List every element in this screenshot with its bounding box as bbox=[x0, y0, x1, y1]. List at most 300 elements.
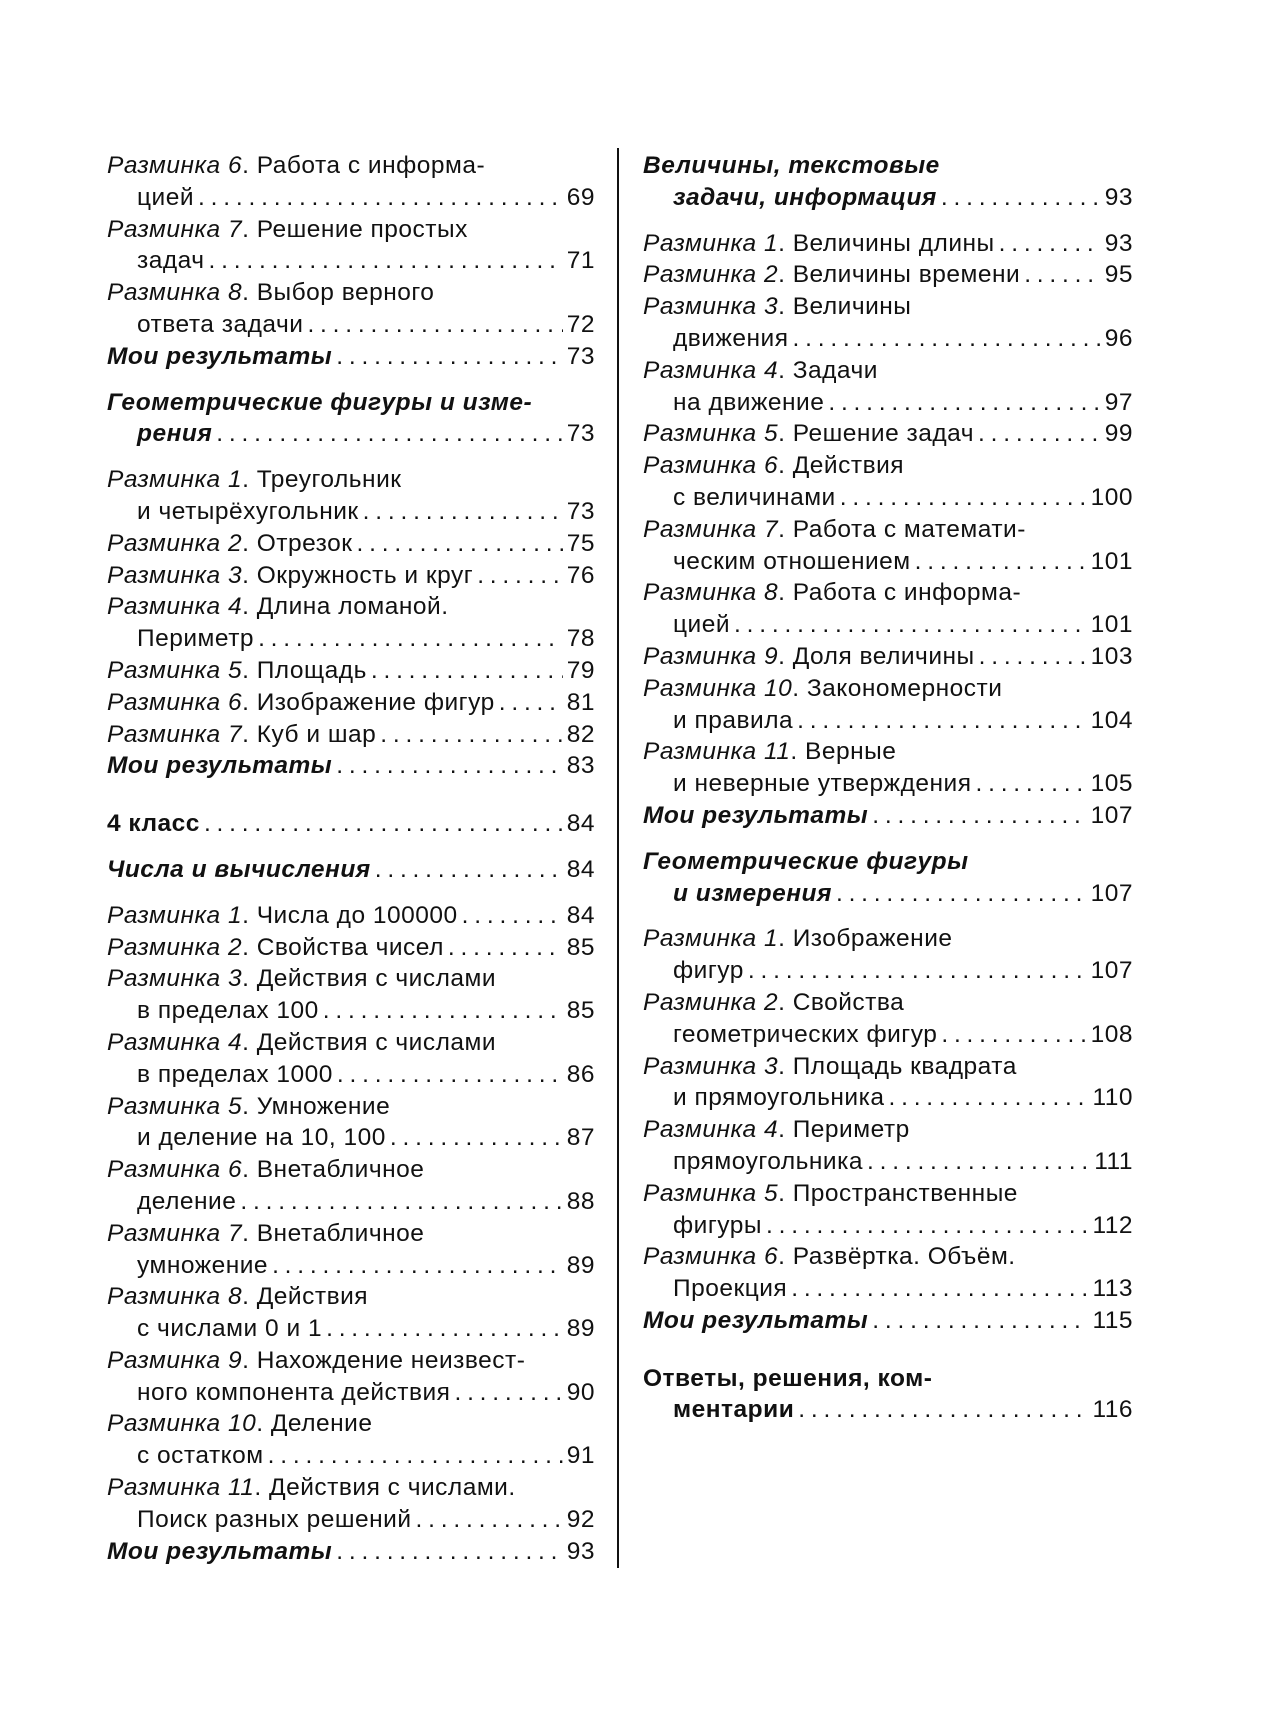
toc-section-heading[interactable] bbox=[643, 878, 1133, 910]
dot-leader bbox=[1024, 259, 1101, 291]
toc-entry-continuation[interactable] bbox=[107, 1059, 595, 1091]
toc-entry[interactable] bbox=[107, 963, 595, 995]
toc-page-number: 88 bbox=[566, 1187, 595, 1215]
toc-entry-continuation[interactable] bbox=[643, 1273, 1133, 1305]
dot-leader bbox=[867, 1146, 1090, 1178]
toc-warmup-number: Разминка 4 bbox=[107, 1028, 243, 1056]
toc-warmup-number: Разминка 7 bbox=[107, 720, 243, 748]
toc-entry-continuation[interactable] bbox=[107, 1377, 595, 1409]
toc-page-number: 78 bbox=[566, 625, 595, 653]
toc-page-number: 107 bbox=[1090, 801, 1133, 829]
toc-entry-label bbox=[643, 923, 953, 955]
dot-leader bbox=[307, 309, 562, 341]
toc-page-number: 93 bbox=[1104, 183, 1133, 211]
toc-page-number: 73 bbox=[566, 497, 595, 525]
toc-section-heading[interactable] bbox=[643, 1305, 1133, 1337]
toc-section-heading[interactable] bbox=[107, 387, 595, 419]
toc-entry[interactable] bbox=[107, 1218, 595, 1250]
toc-entry-label bbox=[673, 1019, 937, 1051]
toc-entry[interactable] bbox=[643, 673, 1133, 705]
dot-leader bbox=[941, 1019, 1086, 1051]
toc-entry-title: . Величины времени bbox=[778, 261, 1021, 289]
toc-entry-title: . Внетабличное bbox=[242, 1156, 425, 1184]
toc-entry[interactable] bbox=[643, 291, 1133, 323]
toc-entry-label bbox=[673, 955, 744, 987]
toc-page-number: 103 bbox=[1090, 642, 1133, 670]
toc-entry-continuation[interactable] bbox=[643, 387, 1133, 419]
toc-entry-label bbox=[107, 719, 376, 751]
toc-section-heading[interactable] bbox=[107, 854, 595, 886]
toc-entry-continuation[interactable] bbox=[643, 546, 1133, 578]
dot-leader bbox=[204, 808, 563, 840]
toc-entry[interactable] bbox=[107, 1091, 595, 1123]
toc-entry-continuation[interactable] bbox=[107, 182, 595, 214]
toc-entry-continuation[interactable] bbox=[643, 1210, 1133, 1242]
toc-entry-continuation[interactable] bbox=[643, 1082, 1133, 1114]
toc-entry-title: . Площадь bbox=[242, 656, 367, 684]
toc-entry-label bbox=[643, 259, 1020, 291]
toc-page-number: 116 bbox=[1092, 1396, 1133, 1424]
toc-entry-title: Мои результаты bbox=[643, 1306, 869, 1334]
toc-section-heading[interactable] bbox=[643, 150, 1133, 182]
toc-warmup-number: Разминка 8 bbox=[107, 1283, 243, 1311]
toc-entry-label bbox=[107, 1218, 424, 1250]
toc-warmup-number: Разминка 3 bbox=[643, 293, 779, 321]
toc-entry-label bbox=[643, 800, 868, 832]
toc-entry-label bbox=[673, 482, 836, 514]
toc-entry-continuation[interactable] bbox=[107, 1504, 595, 1536]
toc-right-column bbox=[643, 150, 1133, 1426]
toc-page-number: 73 bbox=[566, 420, 595, 448]
toc-page-number: 99 bbox=[1104, 420, 1133, 448]
dot-leader bbox=[240, 1186, 562, 1218]
toc-entry-title: . Площадь квадрата bbox=[778, 1052, 1017, 1080]
toc-entry-continuation[interactable] bbox=[643, 482, 1133, 514]
toc-entry[interactable] bbox=[643, 736, 1133, 768]
toc-entry-title: Геометрические фигуры и изме- bbox=[107, 388, 533, 416]
toc-entry-label bbox=[107, 750, 332, 782]
toc-entry-label bbox=[107, 1536, 332, 1568]
toc-entry-title: с остатком bbox=[137, 1442, 264, 1470]
toc-entry-title: . Действия с числами bbox=[242, 1028, 497, 1056]
dot-leader bbox=[748, 955, 1087, 987]
toc-entry[interactable] bbox=[643, 418, 1133, 450]
toc-entry-label bbox=[643, 355, 878, 387]
toc-entry-title: . Действия bbox=[242, 1283, 369, 1311]
toc-entry-continuation[interactable] bbox=[643, 1146, 1133, 1178]
toc-entry-title: в пределах 1000 bbox=[137, 1060, 333, 1088]
toc-entry-label bbox=[673, 323, 789, 355]
toc-entry-title: Мои результаты bbox=[107, 342, 333, 370]
dot-leader bbox=[272, 1250, 563, 1282]
toc-entry-title: с величинами bbox=[673, 483, 836, 511]
toc-entry[interactable] bbox=[643, 355, 1133, 387]
toc-entry-label bbox=[137, 1313, 322, 1345]
toc-warmup-number: Разминка 5 bbox=[107, 656, 243, 684]
toc-entry-label bbox=[673, 705, 793, 737]
toc-entry-title: . Отрезок bbox=[242, 529, 353, 557]
dot-leader bbox=[336, 1536, 563, 1568]
section-spacer bbox=[107, 840, 595, 854]
toc-entry[interactable] bbox=[643, 1051, 1133, 1083]
toc-entry[interactable] bbox=[643, 923, 1133, 955]
toc-entry-label bbox=[673, 1082, 884, 1114]
toc-entry-title: Поиск разных решений bbox=[137, 1505, 412, 1533]
toc-page-number: 81 bbox=[566, 688, 595, 716]
toc-entry[interactable] bbox=[107, 464, 595, 496]
toc-page-number: 76 bbox=[566, 561, 595, 589]
toc-entry-label bbox=[137, 245, 205, 277]
toc-page-number: 101 bbox=[1090, 547, 1133, 575]
toc-page-number: 93 bbox=[1104, 229, 1133, 257]
toc-entry-title: . Работа с информа- bbox=[778, 579, 1022, 607]
dot-leader bbox=[791, 1273, 1088, 1305]
toc-entry[interactable] bbox=[107, 719, 595, 751]
toc-entry[interactable] bbox=[107, 214, 595, 246]
toc-page-number: 86 bbox=[566, 1060, 595, 1088]
toc-entry[interactable] bbox=[643, 1241, 1133, 1273]
dot-leader bbox=[941, 182, 1101, 214]
toc-entry[interactable] bbox=[643, 228, 1133, 260]
toc-entry-label bbox=[673, 768, 971, 800]
toc-entry-label bbox=[643, 987, 904, 1019]
toc-section-heading[interactable] bbox=[107, 808, 595, 840]
dot-leader bbox=[357, 528, 563, 560]
toc-entry-title: . Развёртка. Объём. bbox=[778, 1243, 1016, 1271]
toc-page-number: 104 bbox=[1090, 706, 1133, 734]
toc-entry-continuation[interactable] bbox=[107, 1313, 595, 1345]
toc-page-number: 84 bbox=[566, 855, 595, 883]
toc-page-number: 84 bbox=[566, 901, 595, 929]
toc-entry-label bbox=[643, 450, 904, 482]
toc-page-number: 108 bbox=[1090, 1020, 1133, 1048]
toc-entry-label bbox=[643, 846, 969, 878]
dot-leader bbox=[734, 609, 1087, 641]
dot-leader bbox=[375, 854, 563, 886]
toc-entry-label bbox=[137, 182, 194, 214]
toc-entry-continuation[interactable] bbox=[643, 323, 1133, 355]
section-spacer bbox=[643, 909, 1133, 923]
toc-entry-label bbox=[107, 214, 468, 246]
toc-entry[interactable] bbox=[107, 1472, 595, 1504]
toc-entry-title: . Действия с числами. bbox=[254, 1474, 516, 1502]
toc-entry-label bbox=[137, 1440, 264, 1472]
toc-entry-label bbox=[137, 1504, 412, 1536]
toc-entry-label bbox=[643, 418, 974, 450]
toc-entry-label bbox=[107, 1281, 368, 1313]
toc-entry-continuation[interactable] bbox=[107, 309, 595, 341]
toc-entry-title: . Изображение фигур bbox=[242, 688, 495, 716]
toc-entry-title: . Величины длины bbox=[778, 229, 995, 257]
toc-entry-title: 4 класс bbox=[107, 810, 200, 838]
toc-entry[interactable] bbox=[643, 450, 1133, 482]
toc-entry-title: геометрических фигур bbox=[673, 1020, 938, 1048]
toc-entry-label bbox=[107, 900, 458, 932]
toc-entry-continuation[interactable] bbox=[643, 955, 1133, 987]
toc-entry-label bbox=[107, 1091, 390, 1123]
toc-warmup-number: Разминка 2 bbox=[107, 933, 243, 961]
toc-entry-label bbox=[137, 1059, 333, 1091]
toc-entry-title: . Свойства чисел bbox=[242, 933, 444, 961]
toc-entry[interactable] bbox=[107, 1408, 595, 1440]
dot-leader bbox=[258, 623, 563, 655]
toc-entry-title: . Изображение bbox=[778, 925, 953, 953]
toc-entry[interactable] bbox=[643, 259, 1133, 291]
toc-page-number: 107 bbox=[1090, 879, 1133, 907]
toc-entry-label bbox=[137, 623, 254, 655]
section-spacer bbox=[107, 782, 595, 808]
toc-entry-label bbox=[643, 1241, 1016, 1273]
toc-entry-continuation[interactable] bbox=[107, 1122, 595, 1154]
toc-entry-continuation[interactable] bbox=[107, 1440, 595, 1472]
toc-entry-title: умножение bbox=[137, 1251, 269, 1279]
toc-entry-title: цией bbox=[137, 183, 195, 211]
toc-entry-continuation[interactable] bbox=[107, 245, 595, 277]
dot-leader bbox=[978, 418, 1101, 450]
toc-entry-title: . Пространственные bbox=[778, 1179, 1018, 1207]
toc-entry[interactable] bbox=[643, 1178, 1133, 1210]
toc-entry-title: цией bbox=[673, 611, 731, 639]
toc-entry[interactable] bbox=[107, 1154, 595, 1186]
toc-section-heading[interactable] bbox=[643, 182, 1133, 214]
dot-leader bbox=[216, 418, 562, 450]
toc-entry-continuation[interactable] bbox=[107, 496, 595, 528]
toc-entry-label bbox=[137, 1250, 268, 1282]
toc-warmup-number: Разминка 1 bbox=[107, 466, 243, 494]
toc-entry-label bbox=[107, 560, 473, 592]
toc-warmup-number: Разминка 4 bbox=[107, 593, 243, 621]
toc-page-number: 87 bbox=[566, 1124, 595, 1152]
toc-entry[interactable] bbox=[107, 687, 595, 719]
dot-leader bbox=[416, 1504, 563, 1536]
toc-warmup-number: Разминка 7 bbox=[643, 515, 779, 543]
toc-entry-continuation[interactable] bbox=[643, 768, 1133, 800]
toc-page-number: 93 bbox=[566, 1537, 595, 1565]
toc-entry-title: . Выбор верного bbox=[242, 279, 435, 307]
toc-warmup-number: Разминка 2 bbox=[643, 261, 779, 289]
toc-entry[interactable] bbox=[643, 641, 1133, 673]
toc-section-heading[interactable] bbox=[107, 418, 595, 450]
toc-section-heading[interactable] bbox=[643, 1363, 1133, 1395]
toc-section-heading[interactable] bbox=[107, 341, 595, 373]
toc-section-heading[interactable] bbox=[643, 1394, 1133, 1426]
section-spacer bbox=[107, 373, 595, 387]
toc-entry-title: . Закономерности bbox=[792, 674, 1003, 702]
toc-entry[interactable] bbox=[107, 528, 595, 560]
toc-entry[interactable] bbox=[643, 1114, 1133, 1146]
toc-entry-continuation[interactable] bbox=[643, 705, 1133, 737]
toc-entry-title: Геометрические фигуры bbox=[643, 847, 969, 875]
toc-entry-title: и прямоугольника bbox=[673, 1084, 885, 1112]
toc-entry-label bbox=[137, 1122, 386, 1154]
toc-entry-title: фигур bbox=[673, 957, 744, 985]
dot-leader bbox=[477, 560, 563, 592]
toc-entry-continuation[interactable] bbox=[643, 609, 1133, 641]
dot-leader bbox=[371, 655, 563, 687]
toc-warmup-number: Разминка 1 bbox=[643, 229, 779, 257]
toc-entry-continuation[interactable] bbox=[107, 623, 595, 655]
toc-page-number: 89 bbox=[566, 1315, 595, 1343]
toc-section-heading[interactable] bbox=[643, 800, 1133, 832]
dot-leader bbox=[888, 1082, 1088, 1114]
toc-entry-title: движения bbox=[673, 324, 789, 352]
toc-entry-label bbox=[643, 577, 1021, 609]
section-spacer bbox=[643, 832, 1133, 846]
toc-entry-label bbox=[673, 609, 730, 641]
toc-page-number: 72 bbox=[566, 310, 595, 338]
toc-page-number: 107 bbox=[1090, 957, 1133, 985]
toc-entry[interactable] bbox=[107, 900, 595, 932]
dot-leader bbox=[336, 750, 563, 782]
dot-leader bbox=[798, 1394, 1088, 1426]
toc-entry-label bbox=[137, 1186, 236, 1218]
toc-entry-title: . Работа с информа- bbox=[242, 152, 486, 179]
toc-warmup-number: Разминка 2 bbox=[643, 988, 779, 1016]
toc-entry-label bbox=[673, 1273, 787, 1305]
toc-entry-label bbox=[643, 1363, 932, 1395]
toc-entry-label bbox=[107, 277, 434, 309]
toc-entry-title: и неверные утверждения bbox=[673, 770, 972, 798]
toc-entry-title: . Окружность и круг bbox=[242, 561, 474, 589]
toc-entry-label bbox=[137, 995, 319, 1027]
toc-entry-label bbox=[107, 854, 371, 886]
toc-warmup-number: Разминка 11 bbox=[643, 738, 791, 766]
toc-page-number: 82 bbox=[566, 720, 595, 748]
toc-entry-title: и деление на 10, 100 bbox=[137, 1124, 386, 1152]
toc-entry-label bbox=[107, 150, 485, 182]
toc-entry[interactable] bbox=[107, 150, 595, 182]
toc-entry-title: Числа и вычисления bbox=[107, 855, 371, 883]
toc-entry-label bbox=[107, 591, 449, 623]
toc-entry-label bbox=[137, 1377, 450, 1409]
section-spacer bbox=[643, 214, 1133, 228]
dot-leader bbox=[975, 768, 1086, 800]
toc-entry-label bbox=[673, 878, 832, 910]
toc-entry-title: . Действия bbox=[778, 452, 905, 480]
toc-entry[interactable] bbox=[107, 591, 595, 623]
toc-entry-title: . Длина ломаной. bbox=[242, 593, 449, 621]
dot-leader bbox=[268, 1440, 563, 1472]
toc-warmup-number: Разминка 6 bbox=[107, 1156, 243, 1184]
toc-page-number: 110 bbox=[1092, 1084, 1133, 1112]
toc-page-number: 85 bbox=[566, 933, 595, 961]
toc-entry-label bbox=[137, 418, 212, 450]
toc-warmup-number: Разминка 5 bbox=[107, 1092, 243, 1120]
toc-entry[interactable] bbox=[643, 577, 1133, 609]
toc-warmup-number: Разминка 1 bbox=[643, 925, 779, 953]
dot-leader bbox=[828, 387, 1100, 419]
toc-entry[interactable] bbox=[107, 655, 595, 687]
dot-leader bbox=[979, 641, 1087, 673]
dot-leader bbox=[462, 900, 563, 932]
toc-entry[interactable] bbox=[107, 560, 595, 592]
toc-page-number: 100 bbox=[1090, 483, 1133, 511]
toc-entry[interactable] bbox=[107, 932, 595, 964]
toc-section-heading[interactable] bbox=[107, 1536, 595, 1568]
section-spacer bbox=[107, 450, 595, 464]
toc-warmup-number: Разминка 9 bbox=[107, 1346, 243, 1374]
toc-warmup-number: Разминка 3 bbox=[643, 1052, 779, 1080]
toc-warmup-number: Разминка 4 bbox=[643, 356, 779, 384]
toc-entry-title: ментарии bbox=[673, 1396, 795, 1424]
dot-leader bbox=[499, 687, 563, 719]
dot-leader bbox=[999, 228, 1101, 260]
toc-page-number: 75 bbox=[566, 529, 595, 557]
toc-entry[interactable] bbox=[107, 1281, 595, 1313]
toc-page-number: 85 bbox=[566, 997, 595, 1025]
toc-entry-continuation[interactable] bbox=[107, 1250, 595, 1282]
toc-entry-title: . Деление bbox=[256, 1410, 373, 1438]
toc-entry-title: . Величины bbox=[778, 293, 912, 321]
dot-leader bbox=[836, 878, 1087, 910]
toc-warmup-number: Разминка 7 bbox=[107, 1219, 243, 1247]
toc-warmup-number: Разминка 1 bbox=[107, 901, 243, 929]
toc-entry-continuation[interactable] bbox=[107, 995, 595, 1027]
toc-entry-title: . Периметр bbox=[778, 1116, 910, 1144]
toc-entry-continuation[interactable] bbox=[107, 1186, 595, 1218]
dot-leader bbox=[336, 341, 563, 373]
toc-page-number: 89 bbox=[566, 1251, 595, 1279]
toc-warmup-number: Разминка 5 bbox=[643, 1179, 779, 1207]
toc-section-heading[interactable] bbox=[643, 846, 1133, 878]
toc-entry-title: . Нахождение неизвест- bbox=[242, 1346, 526, 1374]
dot-leader bbox=[363, 496, 563, 528]
toc-entry-title: . Решение задач bbox=[778, 420, 975, 448]
toc-section-heading[interactable] bbox=[107, 750, 595, 782]
dot-leader bbox=[797, 705, 1086, 737]
toc-entry-label bbox=[107, 655, 367, 687]
toc-warmup-number: Разминка 6 bbox=[107, 688, 243, 716]
toc-entry-label bbox=[107, 687, 495, 719]
toc-warmup-number: Разминка 4 bbox=[643, 1116, 779, 1144]
toc-entry-label bbox=[643, 514, 1026, 546]
toc-warmup-number: Разминка 6 bbox=[643, 452, 779, 480]
toc-entry-label bbox=[643, 291, 911, 323]
toc-entry-label bbox=[643, 150, 940, 182]
toc-page-number: 97 bbox=[1104, 388, 1133, 416]
toc-entry-continuation[interactable] bbox=[643, 1019, 1133, 1051]
toc-entry-title: и измерения bbox=[673, 879, 832, 907]
toc-entry[interactable] bbox=[643, 514, 1133, 546]
dot-leader bbox=[872, 1305, 1088, 1337]
dot-leader bbox=[380, 719, 563, 751]
toc-entry-title: Проекция bbox=[673, 1275, 788, 1303]
toc-entry-label bbox=[107, 464, 402, 496]
toc-entry-title: . Куб и шар bbox=[242, 720, 377, 748]
toc-warmup-number: Разминка 6 bbox=[107, 152, 243, 179]
toc-entry[interactable] bbox=[107, 1345, 595, 1377]
toc-entry-title: . Треугольник bbox=[242, 466, 402, 494]
toc-entry-label bbox=[107, 1472, 516, 1504]
toc-warmup-number: Разминка 9 bbox=[643, 642, 779, 670]
toc-warmup-number: Разминка 3 bbox=[107, 965, 243, 993]
toc-entry-label bbox=[137, 496, 359, 528]
toc-entry-label bbox=[673, 182, 937, 214]
toc-entry[interactable] bbox=[107, 1027, 595, 1059]
toc-entry-label bbox=[107, 387, 532, 419]
toc-page-number: 83 bbox=[566, 752, 595, 780]
toc-page-number: 111 bbox=[1094, 1147, 1133, 1175]
dot-leader bbox=[326, 1313, 563, 1345]
toc-entry-label bbox=[643, 641, 975, 673]
toc-warmup-number: Разминка 10 bbox=[643, 674, 793, 702]
toc-page-number: 79 bbox=[566, 656, 595, 684]
toc-entry-label bbox=[107, 341, 332, 373]
toc-entry[interactable] bbox=[643, 987, 1133, 1019]
toc-warmup-number: Разминка 6 bbox=[643, 1243, 779, 1271]
toc-entry[interactable] bbox=[107, 277, 595, 309]
toc-entry-title: . Верные bbox=[790, 738, 897, 766]
